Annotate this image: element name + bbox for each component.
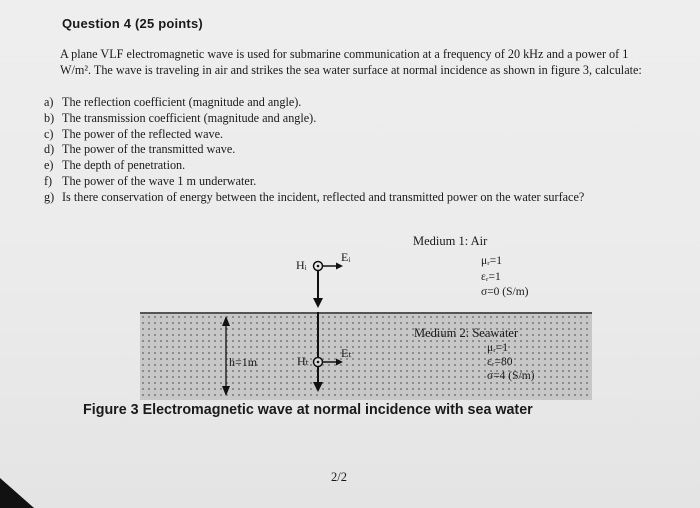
medium2-sigma: σ=4 (S/m) — [487, 370, 535, 382]
part-label: b) — [44, 110, 55, 125]
question-title: Question 4 (25 points) — [62, 16, 203, 31]
part-label: g) — [44, 189, 55, 204]
medium2-eps: εᵣ=80 — [487, 356, 513, 368]
incident-h-dot-icon — [317, 265, 320, 268]
depth-down-arrow-icon — [222, 386, 230, 396]
transmitted-h-dot-icon — [317, 361, 320, 364]
page-number: 2/2 — [331, 470, 347, 484]
part-text: The power of the transmitted wave. — [62, 142, 236, 157]
medium2-mu: μᵣ=1 — [487, 342, 509, 354]
part-label: f) — [44, 173, 53, 188]
depth-up-arrow-icon — [222, 316, 230, 326]
part-label: a) — [44, 95, 54, 109]
part-text: The reflection coefficient (magnitude and angle). — [62, 95, 302, 109]
transmitted-h-label: Hₜ — [297, 354, 310, 368]
problem-statement: A plane VLF electromagnetic wave is used for submarine communication at a frequency of 20 kHz and a power of 1 W/m². The wave is traveling in air and strikes the sea water surface at normal incidence as shown in figure 3, calculate: — [60, 47, 642, 77]
part-text: The power of the wave 1 m underwater. — [62, 173, 257, 188]
background-edge — [0, 478, 34, 508]
part-text: Is there conservation of energy between the incident, reflected and transmitted power on the water surface? — [62, 189, 585, 204]
medium1-eps: εᵣ=1 — [481, 270, 501, 283]
medium1-label: Medium 1: Air — [413, 234, 488, 248]
depth-label: h=1m — [229, 355, 258, 369]
transmitted-arrowhead-icon — [313, 382, 323, 392]
figure-caption: Figure 3 Electromagnetic wave at normal incidence with sea water — [83, 402, 533, 418]
incident-e-label: Eᵢ — [341, 250, 351, 264]
part-text: The power of the reflected wave. — [62, 126, 224, 141]
incident-h-label: Hᵢ — [296, 258, 307, 272]
part-label: e) — [44, 158, 54, 173]
part-text: The transmission coefficient (magnitude and angle). — [62, 110, 317, 125]
medium1-mu: μᵣ=1 — [481, 255, 503, 267]
transmitted-e-label: Eₜ — [341, 346, 352, 360]
incident-arrowhead-icon — [313, 298, 323, 308]
part-label: d) — [44, 142, 55, 157]
medium2-label: Medium 2: Seawater — [414, 326, 519, 340]
part-label: c) — [44, 126, 54, 141]
part-text: The depth of penetration. — [62, 158, 186, 173]
medium1-sigma: σ=0 (S/m) — [481, 286, 529, 298]
